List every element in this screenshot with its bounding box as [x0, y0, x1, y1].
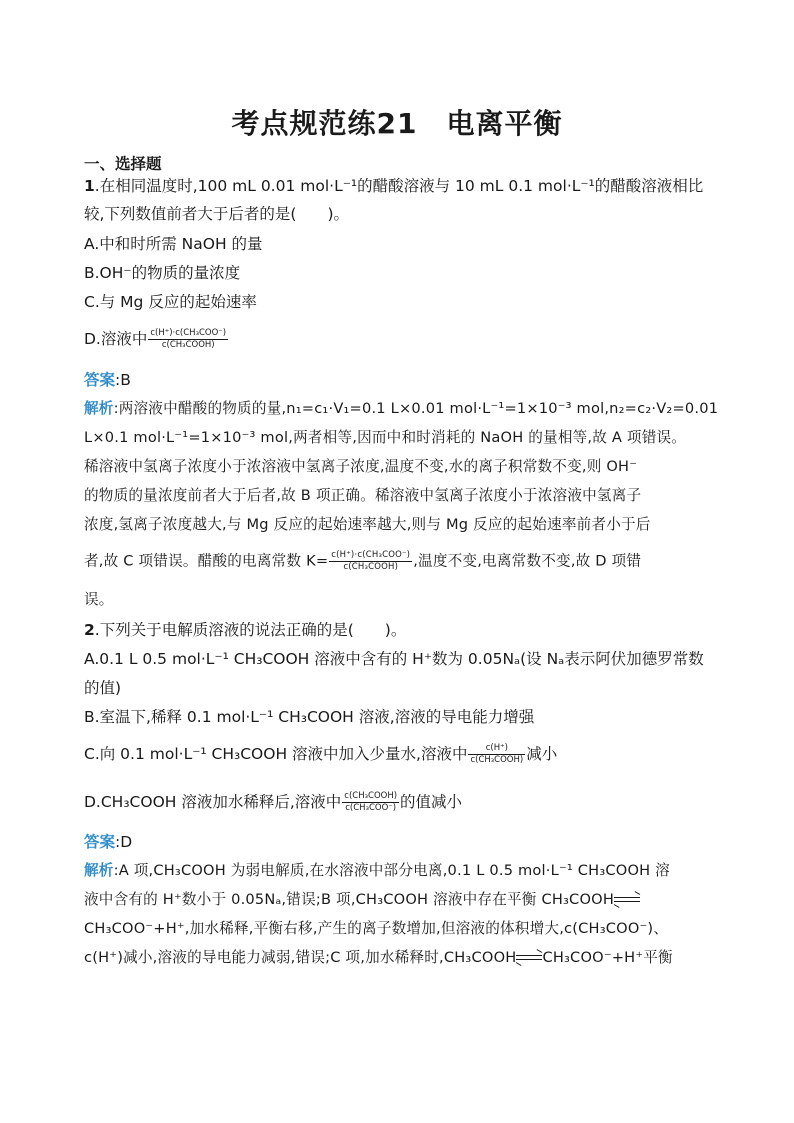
q1-line-1	[84, 176, 703, 196]
q2-option-d-text: D.CH₃COOH 溶液加水稀释后,溶液中	[84, 793, 342, 811]
q2-option-c-tail: 减小	[526, 745, 558, 763]
fraction-numerator: c(H⁺)	[468, 743, 525, 755]
q2-number: 2	[84, 621, 95, 639]
q1-explanation-4: 的物质的量浓度前者大于后者,故 B 项正确。稀溶液中氢离子浓度小于浓溶液中氢离子	[84, 487, 642, 504]
q2-explanation-4	[84, 948, 673, 968]
q1-explanation-6	[84, 550, 641, 573]
q1-explanation-text-6b: ,温度不变,电离常数不变,故 D 项错	[413, 552, 642, 570]
q2-option-c-text: C.向 0.1 mol·L⁻¹ CH₃COOH 溶液中加入少量水,溶液中	[84, 745, 468, 763]
fraction-denominator: c(CH₃COOH)	[161, 340, 215, 350]
q1-explanation-7: 误。	[84, 591, 114, 608]
q1-option-a: A.中和时所需 NaOH 的量	[84, 235, 263, 253]
q1-option-b: B.OH⁻的物质的量浓度	[84, 264, 241, 282]
q2-stem: .下列关于电解质溶液的说法正确的是( )。	[94, 621, 407, 639]
q1-explanation-2: L×0.1 mol·L⁻¹=1×10⁻³ mol,两者相等,因而中和时消耗的 NaOH 的量相等,故 A 项错误。	[84, 429, 687, 446]
q1-explanation-5: 浓度,氢离子浓度越大,与 Mg 反应的起始速率越大,则与 Mg 反应的起始速率前者小于后	[84, 516, 651, 533]
q2-explanation-text-4b: CH₃COO⁻+H⁺平衡	[542, 949, 673, 966]
q1-option-d	[84, 328, 229, 351]
q2-option-a-1: A.0.1 L 0.5 mol·L⁻¹ CH₃COOH 溶液中含有的 H⁺数为 0.05Nₐ(设 Nₐ表示阿伏加德罗常数	[84, 650, 704, 668]
fraction-denominator: c(CH₃COO⁻)	[345, 803, 397, 813]
q1-stem-1: .在相同温度时,100 mL 0.01 mol·L⁻¹的醋酸溶液与 10 mL 0.1 mol·L⁻¹的醋酸溶液相比	[94, 177, 704, 195]
q2-answer-value: :D	[115, 833, 133, 851]
q1-option-c: C.与 Mg 反应的起始速率	[84, 293, 257, 311]
q1-explanation-text-1: :两溶液中醋酸的物质的量,n₁=c₁·V₁=0.1 L×0.01 mol·L⁻¹=1×10⁻³ mol,n₂=c₂·V₂=0.01	[113, 400, 719, 417]
q2-explanation-3: CH₃COO⁻+H⁺,加水稀释,平衡右移,产生的离子数增加,但溶液的体积增大,c(CH₃COO⁻)、	[84, 920, 669, 937]
q1-explanation-text-6a: 者,故 C 项错误。醋酸的电离常数 K=	[84, 552, 329, 570]
explanation-label: 解析	[84, 862, 114, 879]
q2-explanation-text-2: 液中含有的 H⁺数小于 0.05Nₐ,错误;B 项,CH₃COOH 溶液中存在平衡 CH₃COOH	[84, 891, 614, 908]
equilibrium-arrow-icon	[614, 895, 640, 905]
fraction-numerator: c(CH₃COOH)	[344, 791, 398, 801]
q2-option-d	[84, 791, 462, 814]
answer-label: 答案	[84, 371, 116, 389]
fraction-numerator: c(H⁺)·c(CH₃COO⁻)	[150, 328, 227, 338]
fraction-numerator: c(H⁺)·c(CH₃COO⁻)	[331, 550, 411, 560]
q2-option-d-fraction	[342, 791, 399, 814]
fraction-denominator: c(CH₃COOH)	[343, 562, 399, 572]
page-title: 考点规范练21 电离平衡	[231, 107, 563, 140]
q2-line-1	[84, 620, 406, 640]
q2-answer	[84, 832, 132, 852]
q2-explanation-text-4a: c(H⁺)减小,溶液的导电能力减弱,错误;C 项,加水稀释时,CH₃COOH	[84, 949, 517, 966]
q2-explanation-2	[84, 890, 640, 910]
q2-explanation-1	[84, 861, 670, 881]
q1-option-d-text: D.溶液中	[84, 330, 148, 348]
q1-number: 1	[84, 177, 95, 195]
q1-stem-2: 较,下列数值前者大于后者的是( )。	[84, 205, 350, 223]
q2-explanation-text-1: :A 项,CH₃COOH 为弱电解质,在水溶液中部分电离,0.1 L 0.5 mol·L⁻¹ CH₃COOH 溶	[113, 862, 670, 879]
section-heading: 一、选择题	[84, 155, 162, 173]
q1-explanation-1	[84, 399, 718, 419]
q2-option-a-2: 的值)	[84, 679, 122, 697]
q2-option-b: B.室温下,稀释 0.1 mol·L⁻¹ CH₃COOH 溶液,溶液的导电能力增强	[84, 708, 535, 726]
q2-option-c-fraction	[468, 743, 525, 766]
q1-option-d-fraction	[148, 328, 228, 351]
q1-explanation-3: 稀溶液中氢离子浓度小于浓溶液中氢离子浓度,温度不变,水的离子积常数不变,则 OH⁻	[84, 458, 638, 475]
explanation-label: 解析	[84, 400, 114, 417]
answer-label: 答案	[84, 833, 116, 851]
q1-answer-value: :B	[115, 371, 131, 389]
q1-answer	[84, 370, 131, 390]
q1-explanation-fraction	[329, 550, 412, 573]
fraction-denominator: c(CH₃COOH)	[470, 755, 524, 765]
q2-option-d-tail: 的值减小	[400, 793, 463, 811]
equilibrium-arrow-icon	[516, 953, 542, 963]
q2-option-c	[84, 743, 557, 766]
